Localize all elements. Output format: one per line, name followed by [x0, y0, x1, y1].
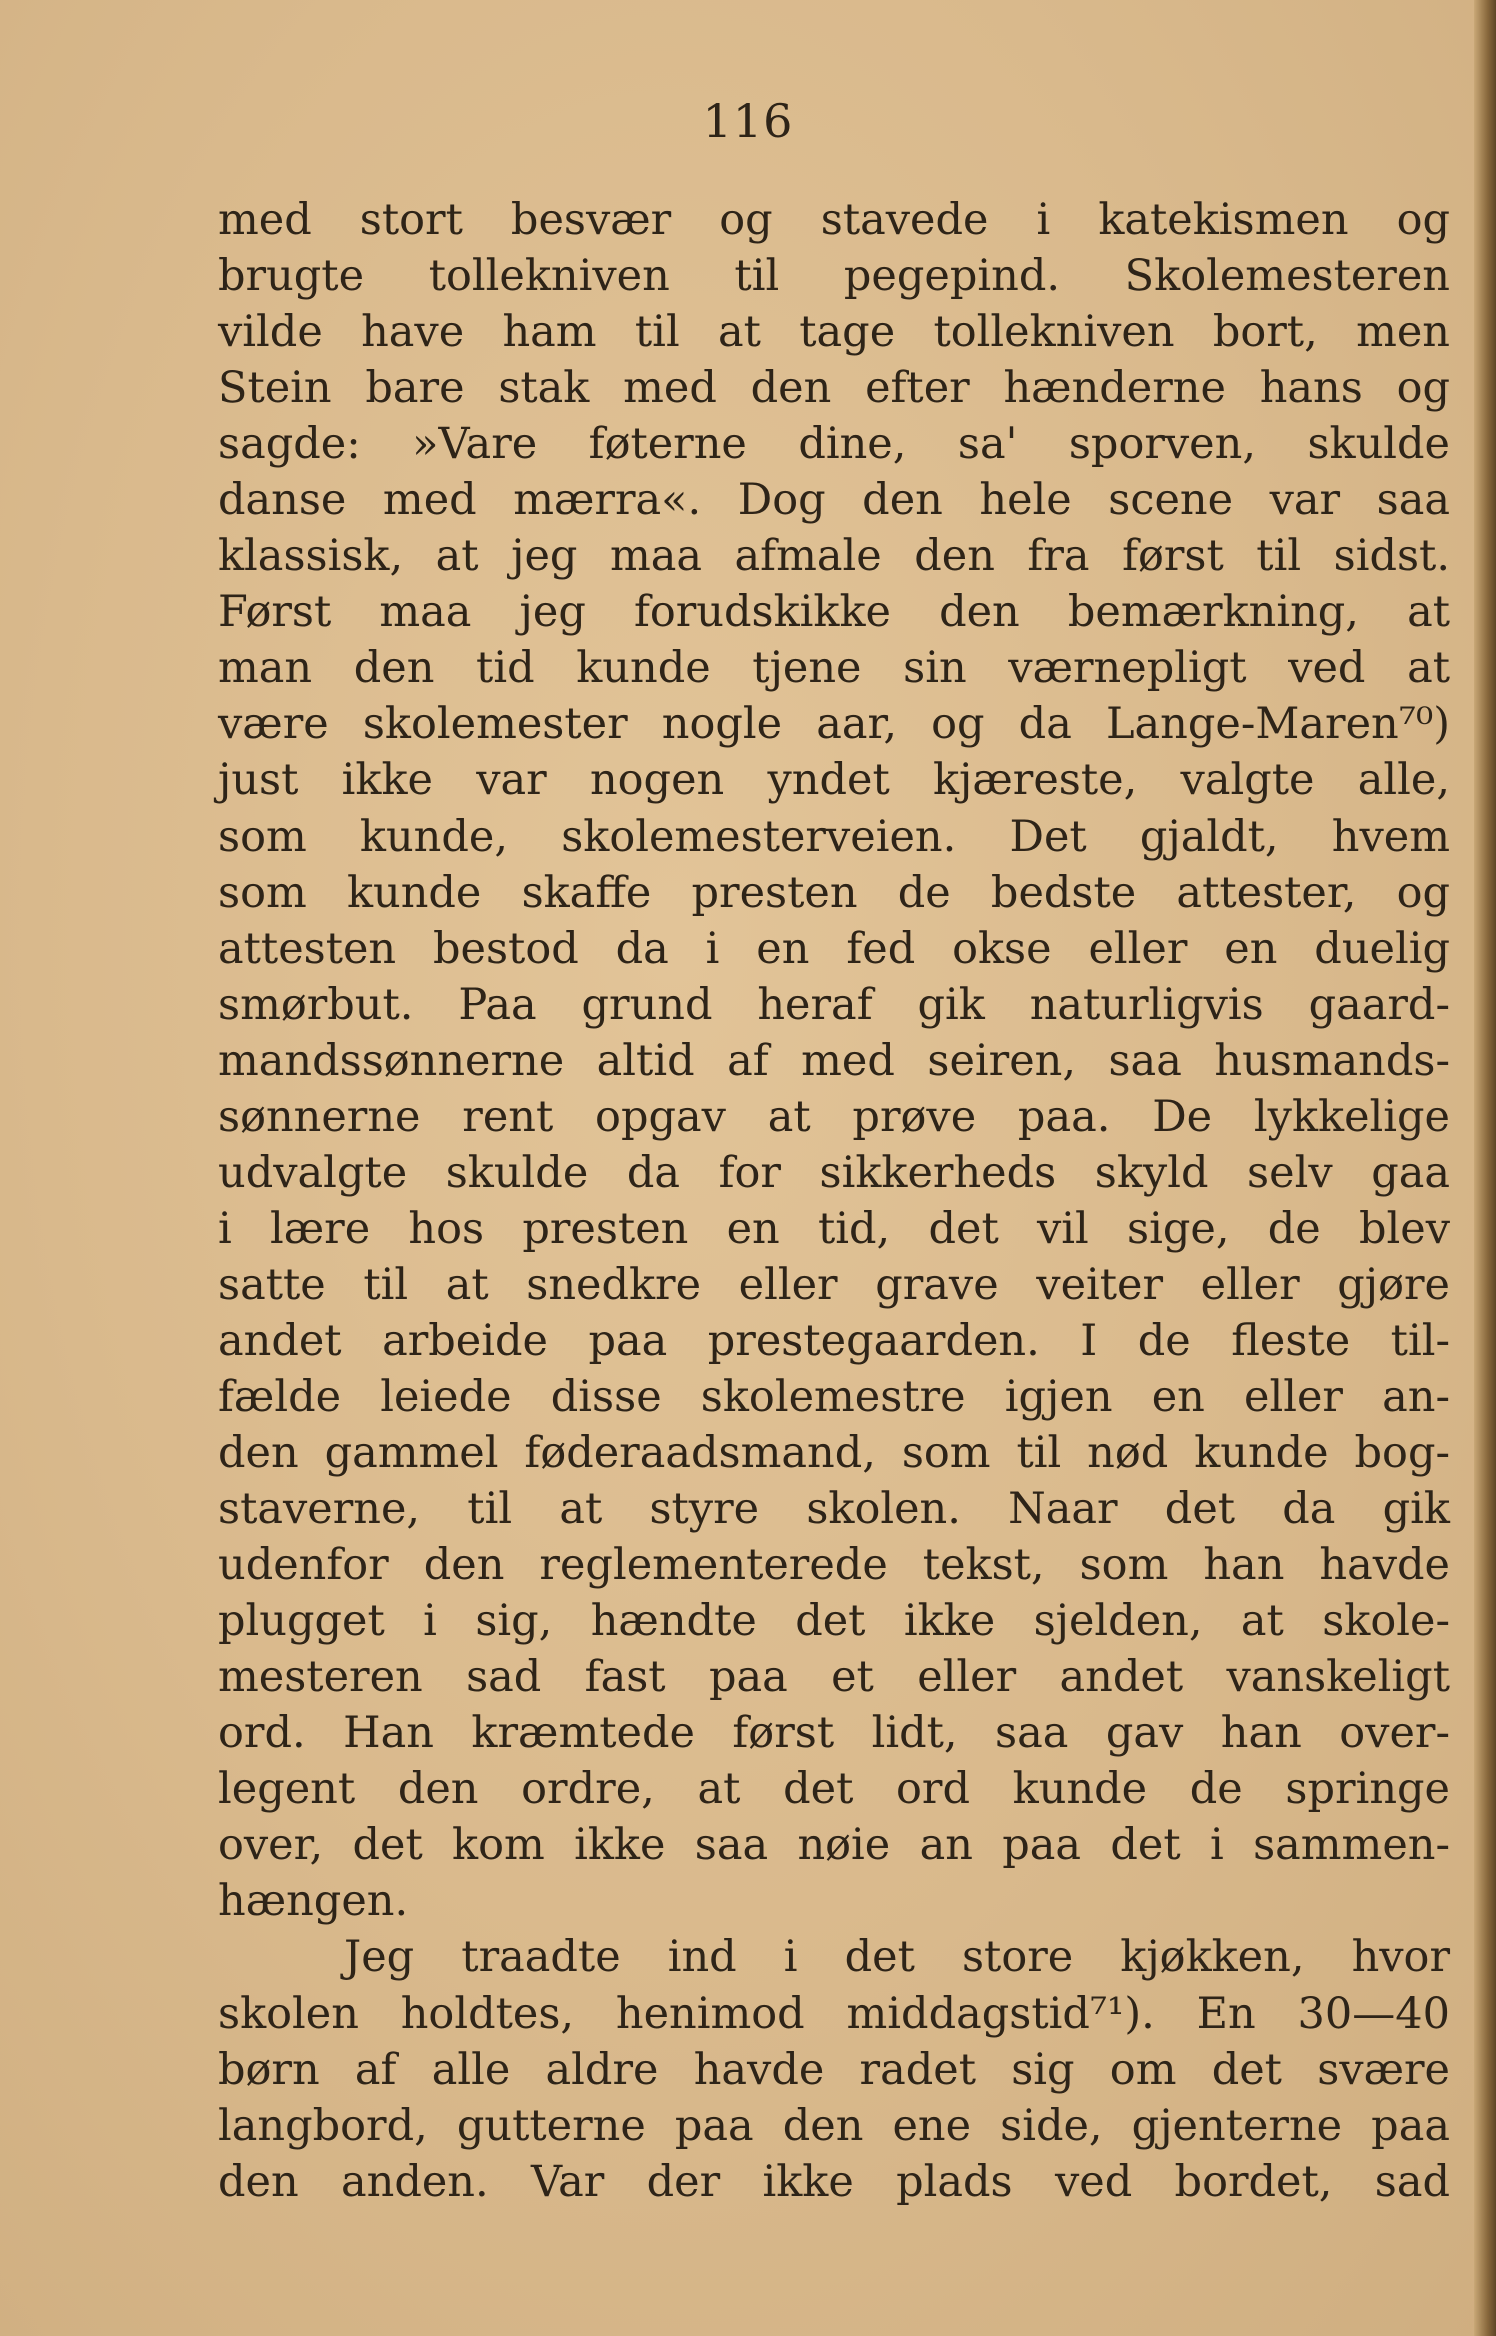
text-line: langbord, gutterne paa den ene side, gjenterne paa — [218, 2100, 1450, 2151]
text-line: hængen. — [218, 1876, 409, 1927]
text-line: den gammel føderaadsmand, som til nød kunde bog- — [218, 1428, 1450, 1479]
text-line: over, det kom ikke saa nøie an paa det i sammen- — [218, 1820, 1450, 1871]
text-line: som kunde skaffe presten de bedste attester, og — [218, 867, 1450, 918]
body-text — [218, 192, 1450, 2210]
text-line: danse med mærra«. Dog den hele scene var saa — [218, 475, 1450, 526]
text-line: være skolemester nogle aar, og da Lange-Maren⁷⁰) — [218, 699, 1450, 750]
text-line: mandssønnerne altid af med seiren, saa husmands- — [218, 1035, 1450, 1086]
text-line: smørbut. Paa grund heraf gik naturligvis gaard- — [218, 979, 1450, 1030]
text-line: mesteren sad fast paa et eller andet vanskeligt — [218, 1652, 1450, 1703]
text-line: den anden. Var der ikke plads ved bordet, sad — [218, 2156, 1450, 2207]
text-line: Stein bare stak med den efter hænderne hans og — [218, 363, 1450, 414]
text-line: legent den ordre, at det ord kunde de springe — [218, 1764, 1450, 1815]
text-line: attesten bestod da i en fed okse eller en duelig — [218, 923, 1450, 974]
text-line: ord. Han kræmtede først lidt, saa gav han over- — [218, 1708, 1450, 1759]
text-line: som kunde, skolemesterveien. Det gjaldt, hvem — [218, 811, 1450, 862]
text-line: børn af alle aldre havde radet sig om det svære — [218, 2044, 1450, 2095]
text-line: skolen holdtes, henimod middagstid⁷¹). En 30—40 — [218, 1988, 1450, 2039]
text-line: Først maa jeg forudskikke den bemærkning, at — [218, 587, 1450, 638]
text-line: andet arbeide paa prestegaarden. I de fleste til- — [218, 1315, 1450, 1366]
text-line: sagde: »Vare føterne dine, sa' sporven, skulde — [218, 419, 1450, 470]
text-line: i lære hos presten en tid, det vil sige, de blev — [218, 1203, 1450, 1254]
text-line: med stort besvær og stavede i katekismen og — [218, 195, 1450, 245]
text-line: brugte tollekniven til pegepind. Skolemesteren — [218, 251, 1450, 302]
text-line: vilde have ham til at tage tollekniven bort, men — [218, 307, 1450, 358]
page-number: 116 — [702, 94, 794, 148]
text-line: plugget i sig, hændte det ikke sjelden, at skole- — [218, 1596, 1450, 1647]
text-line: udenfor den reglementerede tekst, som han havde — [218, 1540, 1450, 1591]
page-edge — [1474, 0, 1496, 2336]
text-line: staverne, til at styre skolen. Naar det da gik — [218, 1484, 1450, 1535]
text-line: just ikke var nogen yndet kjæreste, valgte alle, — [218, 755, 1450, 806]
text-line: man den tid kunde tjene sin værnepligt ved at — [218, 643, 1450, 694]
text-line: udvalgte skulde da for sikkerheds skyld selv gaa — [218, 1147, 1450, 1198]
text-line: klassisk, at jeg maa afmale den fra først til sidst. — [218, 531, 1450, 582]
text-line: satte til at snedkre eller grave veiter eller gjøre — [218, 1259, 1450, 1310]
text-line: sønnerne rent opgav at prøve paa. De lykkelige — [218, 1091, 1450, 1142]
text-line: fælde leiede disse skolemestre igjen en eller an- — [218, 1371, 1450, 1422]
text-line: Jeg traadte ind i det store kjøkken, hvor — [344, 1932, 1450, 1983]
